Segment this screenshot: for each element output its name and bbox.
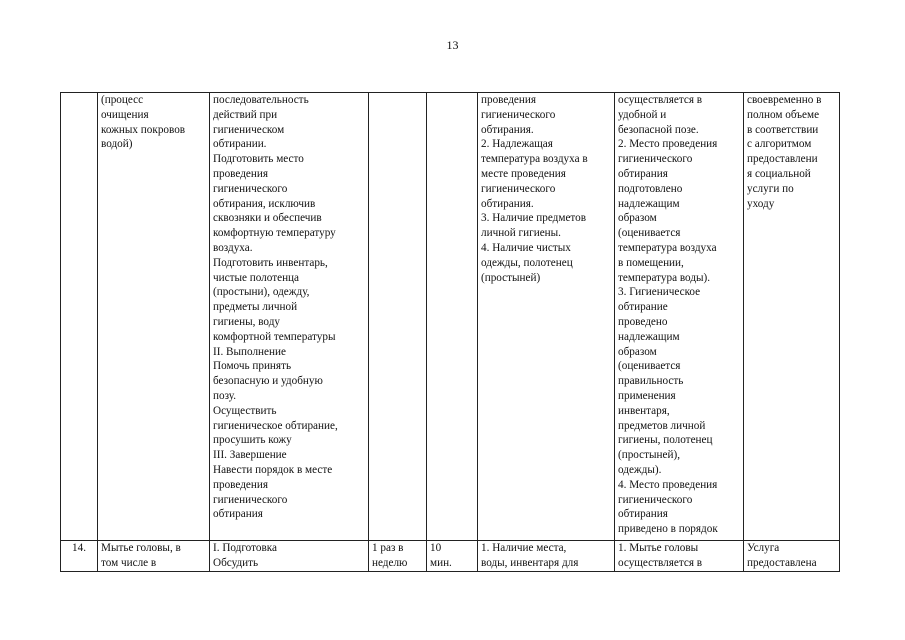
cell-text-line: (оценивается xyxy=(618,360,681,373)
cell-text-line: своевременно в xyxy=(747,94,822,106)
cell-text-line: гигиенического xyxy=(213,182,288,195)
procedure-cell xyxy=(210,93,369,541)
service-name-cell xyxy=(98,541,210,572)
cell-text-line: инвентаря, xyxy=(618,404,670,417)
cell-text-line: применения xyxy=(618,389,676,402)
cell-text-line: гигиенического xyxy=(213,493,288,506)
cell-text-line: обтирания xyxy=(618,508,668,521)
cell-text-line: образом xyxy=(618,212,657,225)
cell-text-line: Навести порядок в месте xyxy=(213,463,333,476)
cell-text-line: 1. Наличие места, xyxy=(481,542,567,554)
cell-text-line: позу. xyxy=(213,389,237,402)
cell-text-line: Подготовить инвентарь, xyxy=(213,256,328,269)
cell-text-line: Услуга xyxy=(747,542,780,554)
cell-text-line: 2. Место проведения xyxy=(618,138,718,151)
cell-text-line: надлежащим xyxy=(618,197,680,210)
cell-text-line: гигиенического xyxy=(481,182,556,195)
cell-text-line: гигиеническом xyxy=(213,123,285,136)
cell-text-line: последовательность xyxy=(213,94,309,106)
cell-text-line: водой) xyxy=(101,138,133,151)
cell-text-line: гигиеническое обтирание, xyxy=(213,419,338,432)
evaluation-cell xyxy=(615,93,744,541)
cell-text-line: одежды, полотенец xyxy=(481,256,573,269)
cell-text-line: (простыни), одежду, xyxy=(213,286,310,299)
cell-text-line: Подготовить место xyxy=(213,153,304,166)
cell-text-line: предоставлени xyxy=(747,153,818,166)
evaluation-cell xyxy=(615,541,744,572)
cell-text-line: обтирания. xyxy=(481,197,534,210)
cell-text-line: полном объеме xyxy=(747,108,820,121)
cell-text-line: действий при xyxy=(213,108,278,121)
cell-text-line: предметов личной xyxy=(618,419,706,432)
cell-text-line: обтирание xyxy=(618,301,668,314)
cell-text-line: надлежащим xyxy=(618,330,680,343)
cell-text-line: 4. Место проведения xyxy=(618,478,718,491)
cell-text-line: комфортной температуры xyxy=(213,330,336,343)
cell-text-line: чистые полотенца xyxy=(213,271,300,284)
cell-text-line: гигиены, воду xyxy=(213,315,280,328)
quality-indicators-cell xyxy=(478,541,615,572)
service-standards-table xyxy=(60,92,840,572)
cell-text-line: предоставлена xyxy=(747,556,817,569)
cell-text-line: II. Выполнение xyxy=(213,345,286,358)
frequency-cell xyxy=(369,93,427,541)
result-cell xyxy=(744,541,840,572)
cell-text-line: проведения xyxy=(213,478,268,491)
cell-text-line: осуществляется в xyxy=(618,94,703,106)
cell-text-line: уходу xyxy=(747,197,775,210)
quality-indicators-cell xyxy=(478,93,615,541)
cell-text-line: 1. Мытье головы xyxy=(618,542,699,554)
service-name-cell xyxy=(98,93,210,541)
cell-text-line: Осуществить xyxy=(213,404,277,417)
cell-text-line: 1 раз в xyxy=(372,542,404,554)
result-cell xyxy=(744,93,840,541)
cell-text-line: 4. Наличие чистых xyxy=(481,241,571,254)
cell-text-line: проведения xyxy=(213,167,268,180)
cell-text-line: я социальной xyxy=(747,167,811,180)
cell-text-line: (процесс xyxy=(101,94,144,106)
cell-text-line: 14. xyxy=(72,542,86,554)
cell-text-line: температура воздуха xyxy=(618,241,717,254)
table-row xyxy=(61,93,840,541)
cell-text-line: в соответствии xyxy=(747,123,819,136)
cell-text-line: обтирания. xyxy=(481,123,534,136)
cell-text-line: воздуха. xyxy=(213,241,253,254)
cell-text-line: безопасной позе. xyxy=(618,123,699,136)
cell-text-line: удобной и xyxy=(618,108,667,121)
cell-text-line: комфортную температуру xyxy=(213,227,336,240)
procedure-cell xyxy=(210,541,369,572)
cell-text-line: просушить кожу xyxy=(213,434,292,447)
cell-text-line: гигиены, полотенец xyxy=(618,434,713,447)
cell-text-line: Обсудить xyxy=(213,556,259,569)
cell-text-line: 3. Гигиеническое xyxy=(618,286,701,299)
cell-text-line: очищения xyxy=(101,108,149,121)
cell-text-line: обтирания, исключив xyxy=(213,197,316,210)
cell-text-line: правильность xyxy=(618,375,684,388)
cell-text-line: кожных покровов xyxy=(101,123,186,136)
cell-text-line: 2. Надлежащая xyxy=(481,138,553,151)
cell-text-line: температура воды). xyxy=(618,271,711,284)
cell-text-line: Помочь принять xyxy=(213,360,292,373)
cell-text-line: личной гигиены. xyxy=(481,227,561,240)
cell-text-line: гигиенического xyxy=(618,493,693,506)
cell-text-line: проведения xyxy=(481,94,536,106)
cell-text-line: (простыней), xyxy=(618,449,681,462)
cell-text-line: воды, инвентаря для xyxy=(481,556,579,569)
cell-text-line: месте проведения xyxy=(481,167,566,180)
number-cell xyxy=(61,93,98,541)
number-cell xyxy=(61,541,98,572)
cell-text-line: проведено xyxy=(618,315,668,328)
duration-cell xyxy=(427,93,478,541)
cell-text-line: подготовлено xyxy=(618,182,683,195)
cell-text-line: (простыней) xyxy=(481,271,541,284)
cell-text-line: одежды). xyxy=(618,463,662,476)
cell-text-line: осуществляется в xyxy=(618,556,703,569)
page-number: 13 xyxy=(446,38,459,52)
table-row xyxy=(61,541,840,572)
cell-text-line: том числе в xyxy=(101,556,157,569)
cell-text-line: неделю xyxy=(372,556,408,569)
cell-text-line: услуги по xyxy=(747,182,794,195)
cell-text-line: I. Подготовка xyxy=(213,542,277,554)
cell-text-line: обтирании. xyxy=(213,138,267,151)
cell-text-line: обтирания xyxy=(618,167,668,180)
cell-text-line: приведено в порядок xyxy=(618,523,718,536)
cell-text-line: температура воздуха в xyxy=(481,153,588,166)
cell-text-line: безопасную и удобную xyxy=(213,375,323,388)
cell-text-line: в помещении, xyxy=(618,256,684,269)
cell-text-line: (оценивается xyxy=(618,227,681,240)
cell-text-line: гигиенического xyxy=(481,108,556,121)
cell-text-line: гигиенического xyxy=(618,153,693,166)
cell-text-line: III. Завершение xyxy=(213,449,287,462)
cell-text-line: сквозняки и обеспечив xyxy=(213,212,322,225)
cell-text-line: образом xyxy=(618,345,657,358)
cell-text-line: с алгоритмом xyxy=(747,138,812,151)
cell-text-line: 3. Наличие предметов xyxy=(481,212,587,225)
cell-text-line: Мытье головы, в xyxy=(101,542,181,554)
cell-text-line: мин. xyxy=(430,556,452,569)
cell-text-line: 10 xyxy=(430,542,442,554)
cell-text-line: предметы личной xyxy=(213,301,298,314)
frequency-cell xyxy=(369,541,427,572)
cell-text-line: обтирания xyxy=(213,508,263,521)
duration-cell xyxy=(427,541,478,572)
